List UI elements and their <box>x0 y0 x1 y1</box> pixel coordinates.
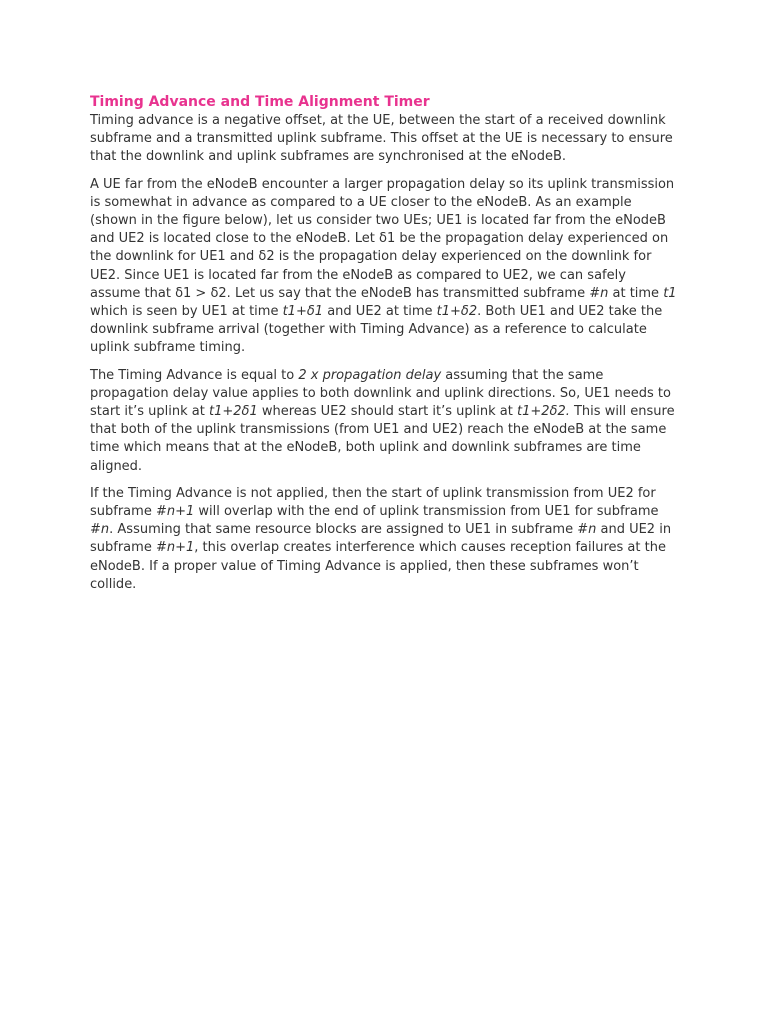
paragraph-2 <box>90 176 680 358</box>
italic-text: #n+1 <box>155 540 195 556</box>
text-run: . Assuming that same resource blocks are assigned to UE1 in subframe <box>109 522 578 538</box>
text-run: A UE far from the eNodeB encounter a larger propagation delay so its uplink transmission is somewhat in advance as compared to a UE closer to the eNodeB. As an example (shown in the figure below), let us consider two UEs; UE1 is located far from the eNodeB and UE2 is located close to the eNodeB. Let δ1 be the propagation delay experienced on the downlink for UE1 and δ2 is the propagation delay experienced on the downlink for UE2. Since UE1 is located far from the eNodeB as compared to UE2, we can safely assume that δ1 > δ2. Let us say that the eNodeB has transmitted subframe <box>90 176 675 301</box>
italic-text: #n <box>90 522 110 538</box>
text-run: The Timing Advance is equal to <box>90 367 299 383</box>
document-body <box>90 112 680 594</box>
text-run: assuming that the same propagation delay value applies to both downlink and uplink directions. So, UE1 needs to start it’s uplink at <box>90 367 671 420</box>
text-run: will overlap with the end of uplink transmission from UE1 for subframe <box>194 504 659 520</box>
text-run: which is seen by UE1 at time <box>90 304 283 320</box>
italic-text: t1+2δ1 <box>208 404 258 420</box>
paragraph-1 <box>90 112 680 167</box>
italic-text: t1+δ2 <box>436 304 478 320</box>
document-title: Timing Advance and Time Alignment Timer <box>90 94 430 110</box>
text-run: . Both UE1 and UE2 take the downlink subframe arrival (together with Timing Advance) as a reference to calculate uplink subframe timing. <box>90 304 663 356</box>
italic-text: #n+1 <box>155 504 195 520</box>
text-run: whereas UE2 should start it’s uplink at <box>257 404 517 420</box>
italic-text: #n <box>577 522 597 538</box>
text-run: and UE2 in subframe <box>90 522 672 556</box>
text-run: and UE2 at time <box>323 304 437 320</box>
text-run: at time <box>608 285 664 301</box>
italic-text: #n <box>589 285 609 301</box>
text-run: Timing advance is a negative offset, at the UE, between the start of a received downlink subframe and a transmitted uplink subframe. This offset at the UE is necessary to ensure that the downlink and uplink subframes are synchronised at the eNodeB. <box>90 113 673 165</box>
italic-text: t1+2δ2. <box>516 404 570 420</box>
text-run: This will ensure that both of the uplink transmissions (from UE1 and UE2) reach the eNodeB at the same time which means that at the eNodeB, both uplink and downlink subframes are time aligned. <box>90 404 675 474</box>
document-page <box>90 92 680 603</box>
italic-text: 2 x propagation delay <box>298 367 442 383</box>
italic-text: t1 <box>663 285 677 301</box>
paragraph-3 <box>90 367 680 476</box>
paragraph-4 <box>90 485 680 594</box>
text-run: , this overlap creates interference which causes reception failures at the eNodeB. If a proper value of Timing Advance is applied, then these subframes won’t collide. <box>90 540 666 592</box>
text-run: If the Timing Advance is not applied, then the start of uplink transmission from UE2 for subframe <box>90 485 656 520</box>
italic-text: t1+δ1 <box>282 304 324 320</box>
